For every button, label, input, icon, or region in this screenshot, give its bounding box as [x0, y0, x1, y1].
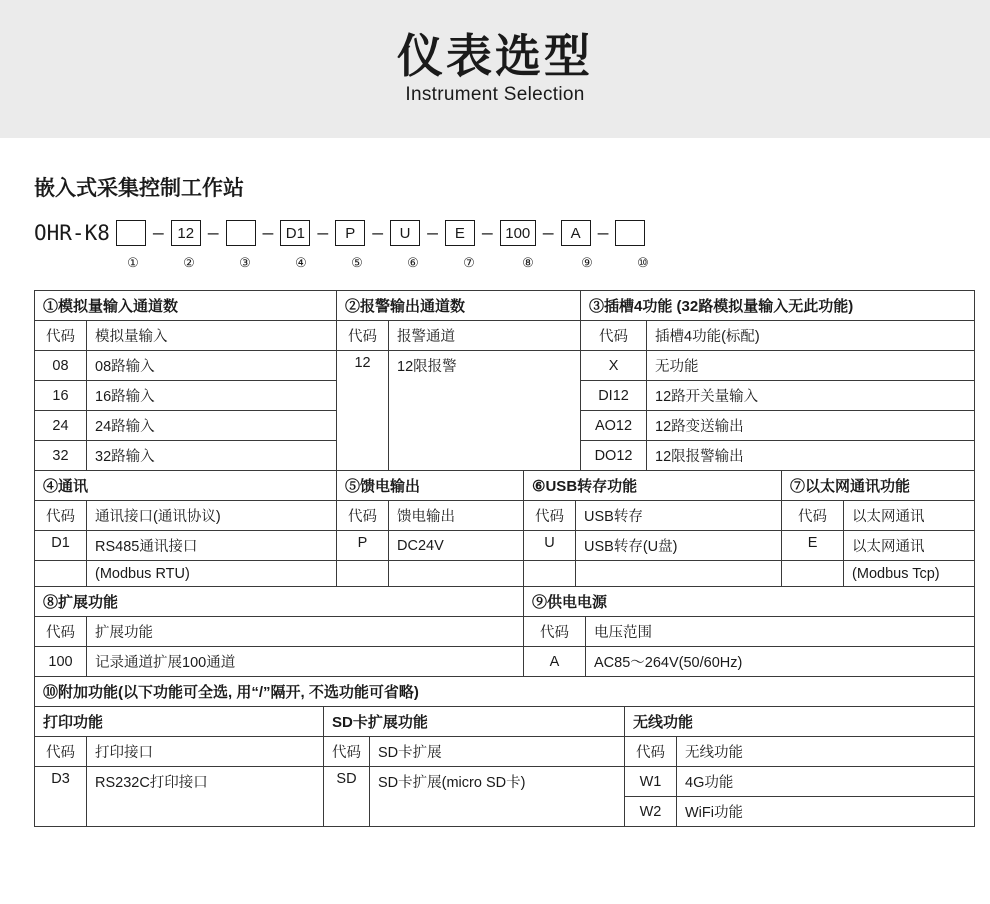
section-1-header: ①模拟量输入通道数: [35, 291, 337, 321]
table-row: [35, 647, 975, 677]
section-3-row-4-code: DO12: [581, 441, 647, 471]
table-row: [35, 561, 975, 587]
index-mark-2: ②: [183, 255, 195, 270]
table-row: [35, 321, 975, 351]
section-10-group-1-row-1-code: D3: [35, 767, 87, 827]
section-5-header: ⑤馈电输出: [337, 471, 524, 501]
section-4-header: ④通讯: [35, 471, 337, 501]
section-10-group-1-col-code: 代码: [35, 737, 87, 767]
section-3-row-4-desc: 12限报警输出: [647, 441, 975, 471]
code-box-10[interactable]: [615, 220, 645, 246]
code-box-9[interactable]: A: [561, 220, 591, 246]
table-row: [35, 587, 975, 617]
section-6-header: ⑥USB转存功能: [524, 471, 782, 501]
section-1-col-code: 代码: [35, 321, 87, 351]
code-box-7[interactable]: E: [445, 220, 475, 246]
section-8-header: ⑧扩展功能: [35, 587, 524, 617]
index-mark-9: ⑨: [581, 255, 593, 270]
section-8-col-code: 代码: [35, 617, 87, 647]
section-10-group-3-row-1-desc: 4G功能: [677, 767, 975, 797]
table-row: [35, 617, 975, 647]
section-1-row-4-desc: 32路输入: [87, 441, 337, 471]
section-7-row-1-code: E: [782, 531, 844, 561]
section-1-row-4-code: 32: [35, 441, 87, 471]
section-3-row-1-code: X: [581, 351, 647, 381]
index-mark-6: ⑥: [407, 255, 419, 270]
dash-7: —: [481, 222, 493, 244]
code-box-3[interactable]: [226, 220, 256, 246]
section-1-row-2-code: 16: [35, 381, 87, 411]
dash-9: —: [597, 222, 609, 244]
section-10-group-3-row-2-code: W2: [625, 797, 677, 827]
section-1-col-name: 模拟量输入: [87, 321, 337, 351]
index-mark-1: ①: [127, 255, 139, 270]
section-7-row-1-desc: 以太网通讯: [844, 531, 975, 561]
section-6-row-1-desc: USB转存(U盘): [576, 531, 782, 561]
section-10-group-2-col-code: 代码: [324, 737, 370, 767]
index-mark-7: ⑦: [463, 255, 475, 270]
section-4-col-name: 通讯接口(通讯协议): [87, 501, 337, 531]
section-9-row-1-desc: AC85～264V(50/60Hz): [586, 647, 975, 677]
section-10-group-1-title: 打印功能: [35, 707, 324, 737]
section-6-row-1-code: U: [524, 531, 576, 561]
index-mark-4: ④: [295, 255, 307, 270]
section-4-col-code: 代码: [35, 501, 87, 531]
code-box-1[interactable]: [116, 220, 146, 246]
page-subtitle: Instrument Selection: [405, 84, 585, 106]
section-1-row-2-desc: 16路输入: [87, 381, 337, 411]
table-row: [35, 351, 975, 381]
section-10-group-2-row-1-desc: SD卡扩展(micro SD卡): [370, 767, 625, 827]
section-1-row-1-desc: 08路输入: [87, 351, 337, 381]
model-prefix: OHR-K8: [34, 221, 110, 245]
model-index-row: [34, 250, 968, 276]
content-area: [0, 138, 990, 827]
code-box-2[interactable]: 12: [171, 220, 201, 246]
spec-table-block-3: [34, 586, 975, 677]
section-10-group-2-col-name: SD卡扩展: [370, 737, 625, 767]
section-9-row-1-code: A: [524, 647, 586, 677]
page-title: 仪表选型: [397, 29, 593, 82]
index-mark-8: ⑧: [522, 255, 534, 270]
section-10-group-3-row-1-code: W1: [625, 767, 677, 797]
product-title: 嵌入式采集控制工作站: [34, 177, 244, 200]
spec-table-block-1: [34, 290, 975, 471]
section-5-row-1-code: P: [337, 531, 389, 561]
spec-table-block-4: [34, 676, 975, 827]
section-10-group-3-col-code: 代码: [625, 737, 677, 767]
section-9-col-code: 代码: [524, 617, 586, 647]
dash-8: —: [542, 222, 554, 244]
table-row: [35, 501, 975, 531]
code-box-8[interactable]: 100: [500, 220, 536, 246]
index-mark-5: ⑤: [351, 255, 363, 270]
section-10-header: ⑩附加功能(以下功能可全选, 用“/”隔开, 不选功能可省略): [35, 677, 975, 707]
table-row: [35, 707, 975, 737]
table-row: [35, 767, 975, 797]
section-2-col-name: 报警通道: [389, 321, 581, 351]
section-3-row-2-desc: 12路开关量输入: [647, 381, 975, 411]
section-5-col-code: 代码: [337, 501, 389, 531]
section-1-row-3-code: 24: [35, 411, 87, 441]
section-10-group-3-row-2-desc: WiFi功能: [677, 797, 975, 827]
section-1-row-1-code: 08: [35, 351, 87, 381]
section-3-row-2-code: DI12: [581, 381, 647, 411]
section-10-group-3-col-name: 无线功能: [677, 737, 975, 767]
section-6-col-code: 代码: [524, 501, 576, 531]
section-2-row-1-desc: 12限报警: [389, 351, 581, 471]
section-10-group-1-col-name: 打印接口: [87, 737, 324, 767]
section-8-row-1-desc: 记录通道扩展100通道: [87, 647, 524, 677]
section-10-group-1-row-1-desc: RS232C打印接口: [87, 767, 324, 827]
section-3-row-3-code: AO12: [581, 411, 647, 441]
section-7-row-1-desc2: (Modbus Tcp): [844, 561, 975, 587]
section-5-row-1-desc2: [389, 561, 524, 587]
section-9-header: ⑨供电电源: [524, 587, 975, 617]
section-3-row-1-desc: 无功能: [647, 351, 975, 381]
section-4-row-1-desc: RS485通讯接口: [87, 531, 337, 561]
code-box-5[interactable]: P: [335, 220, 365, 246]
section-2-row-1-code: 12: [337, 351, 389, 471]
table-row: [35, 677, 975, 707]
model-code-line: [34, 218, 968, 248]
section-10-group-3-title: 无线功能: [625, 707, 975, 737]
table-row: [35, 471, 975, 501]
dash-4: —: [317, 222, 329, 244]
dash-2: —: [207, 222, 219, 244]
section-3-row-3-desc: 12路变送输出: [647, 411, 975, 441]
section-8-col-name: 扩展功能: [87, 617, 524, 647]
section-4-row-1-desc2: (Modbus RTU): [87, 561, 337, 587]
table-row: [35, 737, 975, 767]
section-6-col-name: USB转存: [576, 501, 782, 531]
section-7-header: ⑦以太网通讯功能: [782, 471, 975, 501]
section-7-col-code: 代码: [782, 501, 844, 531]
section-2-header: ②报警输出通道数: [337, 291, 581, 321]
section-9-col-name: 电压范围: [586, 617, 975, 647]
section-1-row-3-desc: 24路输入: [87, 411, 337, 441]
section-8-row-1-code: 100: [35, 647, 87, 677]
index-mark-3: ③: [239, 255, 251, 270]
section-3-col-code: 代码: [581, 321, 647, 351]
dash-1: —: [152, 222, 164, 244]
section-5-col-name: 馈电输出: [389, 501, 524, 531]
spec-tables: [30, 290, 968, 827]
section-4-row-1-code: D1: [35, 531, 87, 561]
index-mark-10: ⑩: [637, 255, 649, 270]
table-row: [35, 531, 975, 561]
spec-table-block-2: [34, 470, 975, 587]
section-3-col-name: 插槽4功能(标配): [647, 321, 975, 351]
section-3-header: ③插槽4功能 (32路模拟量输入无此功能): [581, 291, 975, 321]
table-row: [35, 291, 975, 321]
section-5-row-1-desc: DC24V: [389, 531, 524, 561]
code-box-4[interactable]: D1: [280, 220, 310, 246]
page-banner: [0, 0, 990, 138]
dash-5: —: [372, 222, 384, 244]
section-10-group-2-title: SD卡扩展功能: [324, 707, 625, 737]
dash-6: —: [427, 222, 438, 244]
section-2-col-code: 代码: [337, 321, 389, 351]
dash-3: —: [262, 222, 274, 244]
section-10-group-2-row-1-code: SD: [324, 767, 370, 827]
section-6-row-1-desc2: [576, 561, 782, 587]
code-box-6[interactable]: U: [390, 220, 420, 246]
section-7-col-name: 以太网通讯: [844, 501, 975, 531]
